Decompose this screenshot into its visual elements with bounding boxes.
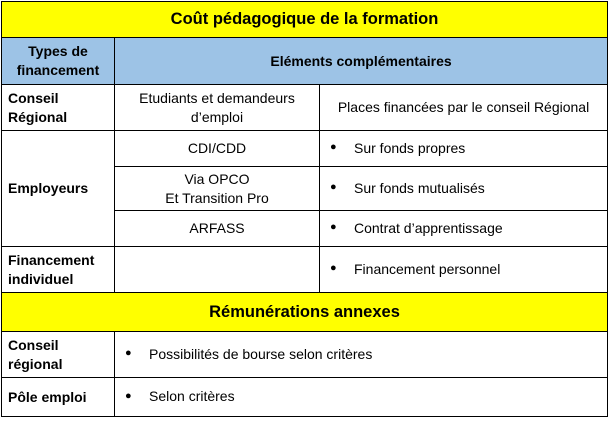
employeurs-fonds-propres	[320, 131, 608, 167]
conseil-regional-detail: Places financées par le conseil Régional	[320, 85, 608, 131]
employeurs-via-opco-line2: Et Transition Pro	[165, 189, 269, 206]
conseil-regional-2-label	[2, 332, 115, 378]
row-conseil-regional-bourse	[2, 332, 608, 378]
pole-emploi-label: Pôle emploi	[2, 378, 115, 417]
financement-individuel-label-line2: individuel	[8, 270, 74, 287]
conseil-regional-2-label-line2: régional	[8, 355, 63, 372]
header-row	[2, 38, 608, 85]
financement-individuel-label-line1: Financement	[8, 251, 95, 268]
bullet-icon: ●	[330, 141, 337, 154]
conseil-regional-label-line1: Conseil	[8, 89, 59, 106]
employeurs-label: Employeurs	[2, 131, 115, 247]
employeurs-contrat-apprentissage	[320, 211, 608, 247]
pole-emploi-criteres	[115, 378, 608, 417]
header-types-financement	[2, 38, 115, 85]
header-col1-line1: Types de	[28, 43, 88, 59]
bullet-icon: ●	[330, 221, 337, 234]
header-elements-complementaires: Eléments complémentaires	[115, 38, 608, 85]
employeurs-via-opco-line1: Via OPCO	[184, 170, 250, 187]
bullet-icon: ●	[330, 181, 337, 194]
employeurs-contrat-apprentissage-text: Contrat d’apprentissage	[354, 219, 503, 236]
bourse-selon-criteres-text: Possibilités de bourse selon critères	[149, 345, 373, 362]
cout-banner-row	[2, 2, 608, 38]
pole-emploi-criteres-text: Selon critères	[149, 388, 235, 405]
row-employeurs-cdi	[2, 131, 608, 167]
employeurs-via-opco	[115, 167, 320, 211]
row-financement-individuel	[2, 247, 608, 293]
conseil-regional-public-line2: d’emploi	[190, 108, 244, 125]
employeurs-fonds-mutualises	[320, 167, 608, 211]
conseil-regional-label-line2: Régional	[8, 108, 68, 125]
conseil-regional-public-line1: Etudiants et demandeurs	[139, 89, 295, 106]
employeurs-fonds-propres-text: Sur fonds propres	[354, 139, 466, 156]
employeurs-arfass: ARFASS	[115, 211, 320, 247]
employeurs-cdi-cdd: CDI/CDD	[115, 131, 320, 167]
financement-individuel-label	[2, 247, 115, 293]
remuneration-banner-row	[2, 293, 608, 332]
row-pole-emploi	[2, 378, 608, 417]
financement-personnel-text: Financement personnel	[354, 260, 501, 277]
financement-personnel	[320, 247, 608, 293]
financing-table	[1, 1, 608, 417]
cout-section-title: Coût pédagogique de la formation	[2, 2, 608, 38]
financement-individuel-empty	[115, 247, 320, 293]
conseil-regional-2-label-line1: Conseil	[8, 336, 59, 353]
conseil-regional-public	[115, 85, 320, 131]
row-conseil-regional	[2, 85, 608, 131]
employeurs-fonds-mutualises-text: Sur fonds mutualisés	[354, 179, 485, 196]
remuneration-section-title: Rémunérations annexes	[2, 293, 608, 332]
conseil-regional-label	[2, 85, 115, 131]
header-col1-line2: financement	[16, 62, 100, 78]
bullet-icon: ●	[330, 262, 337, 275]
bullet-icon: ●	[125, 347, 132, 360]
bourse-selon-criteres	[115, 332, 608, 378]
bullet-icon: ●	[125, 389, 132, 402]
